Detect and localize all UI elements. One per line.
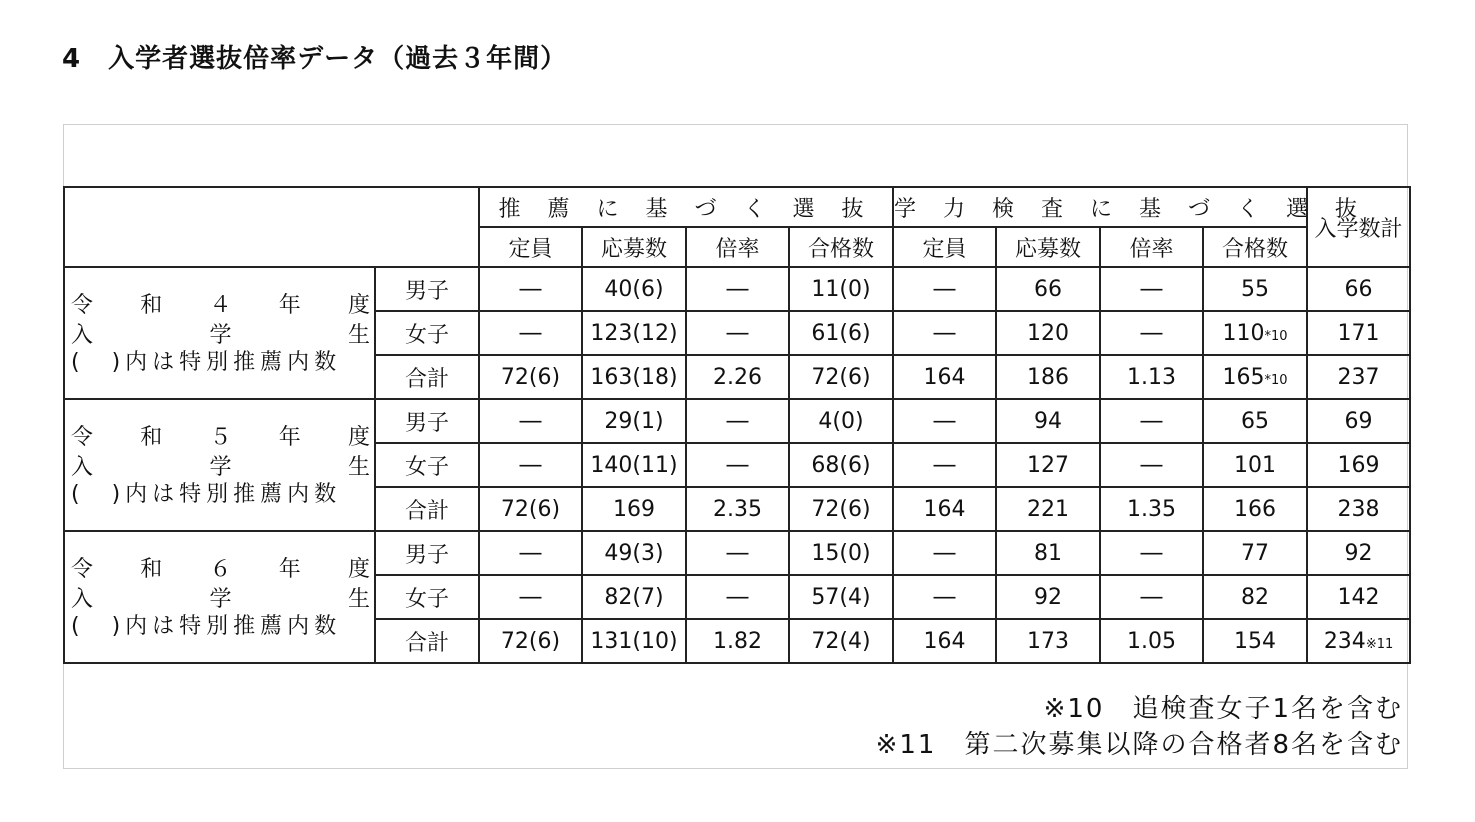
- cell-value: 164: [923, 496, 966, 522]
- table-cell: [1307, 531, 1410, 575]
- cell-value: ―: [1140, 540, 1163, 566]
- table-cell: [479, 443, 582, 487]
- year-char: 度: [347, 292, 370, 318]
- cell-value: 173: [1027, 628, 1070, 654]
- cell-value: 2.35: [713, 496, 762, 522]
- table-cell: [1203, 267, 1307, 311]
- year-label-cell: [64, 399, 375, 531]
- cell-value: 72(6): [500, 628, 561, 654]
- cell-value: 94: [1034, 408, 1063, 434]
- col-header: 応募数: [582, 227, 686, 267]
- cell-value: ―: [726, 584, 749, 610]
- row-label: 合計: [375, 619, 479, 663]
- cell-value: 163(18): [590, 364, 678, 390]
- table-cell: [893, 443, 996, 487]
- table-cell: [1307, 487, 1410, 531]
- table-cell: [789, 311, 893, 355]
- table-cell: [893, 355, 996, 399]
- year-label-cell: [64, 531, 375, 663]
- table-cell: [789, 531, 893, 575]
- year-label-cell: [64, 267, 375, 399]
- col-header: 倍率: [1100, 227, 1203, 267]
- table-cell: [996, 487, 1100, 531]
- table-row: [64, 531, 1410, 575]
- table-cell: [1307, 575, 1410, 619]
- table-cell: [582, 399, 686, 443]
- year-char: 和: [140, 556, 163, 582]
- cell-value: ―: [726, 276, 749, 302]
- table-cell: [1307, 311, 1410, 355]
- table-cell: [1203, 487, 1307, 531]
- table-cell: [479, 355, 582, 399]
- table-cell: [582, 487, 686, 531]
- table-cell: [893, 531, 996, 575]
- table-cell: [479, 311, 582, 355]
- year-char: 和: [140, 424, 163, 450]
- table-cell: [996, 355, 1100, 399]
- table-cell: [996, 575, 1100, 619]
- entry-char: 生: [347, 322, 370, 348]
- table-cell: [1100, 487, 1203, 531]
- year-char: 令: [71, 556, 94, 582]
- cell-value: 1.82: [713, 628, 762, 654]
- table-cell: [1100, 267, 1203, 311]
- table-row: [64, 399, 1410, 443]
- table-cell: [789, 355, 893, 399]
- cell-value: 1.13: [1127, 364, 1176, 390]
- table-cell: [1203, 399, 1307, 443]
- row-label: 女子: [375, 575, 479, 619]
- table-cell: [789, 443, 893, 487]
- table-cell: [686, 619, 789, 663]
- table-cell: [789, 487, 893, 531]
- table-cell: [686, 399, 789, 443]
- table-cell: [686, 575, 789, 619]
- table-cell: [893, 311, 996, 355]
- cell-value: 238: [1337, 496, 1380, 522]
- row-label: 女子: [375, 443, 479, 487]
- table-cell: [1100, 355, 1203, 399]
- cell-value: 142: [1337, 584, 1380, 610]
- table-cell: [479, 531, 582, 575]
- table-cell: [1203, 311, 1307, 355]
- table-cell: [582, 311, 686, 355]
- cell-value: 72(4): [811, 628, 871, 654]
- cell-value: 82(7): [604, 584, 664, 610]
- cell-value: ―: [933, 452, 956, 478]
- table-cell: [582, 531, 686, 575]
- cell-value: ―: [933, 584, 956, 610]
- year-char: 令: [71, 292, 94, 318]
- cell-value: 40(6): [604, 276, 664, 302]
- table-cell: [1203, 619, 1307, 663]
- cell-value: ―: [519, 584, 542, 610]
- table-cell: [1100, 443, 1203, 487]
- cell-value: 72(6): [500, 496, 561, 522]
- table-cell: [686, 267, 789, 311]
- table-cell: [1100, 619, 1203, 663]
- table-cell: [1307, 619, 1410, 663]
- row-label: 合計: [375, 355, 479, 399]
- col-header: 倍率: [686, 227, 789, 267]
- table-cell: [582, 619, 686, 663]
- row-label: 男子: [375, 267, 479, 311]
- cell-value: ―: [519, 408, 542, 434]
- cell-value: ―: [519, 540, 542, 566]
- entry-char: 学: [209, 322, 232, 348]
- table-cell: [1307, 355, 1410, 399]
- row-label: 女子: [375, 311, 479, 355]
- table-cell: [996, 531, 1100, 575]
- table-cell: [686, 443, 789, 487]
- cell-value: 1.35: [1127, 496, 1176, 522]
- cell-value: ―: [1140, 452, 1163, 478]
- cell-value: 154: [1234, 628, 1277, 654]
- cell-value: 72(6): [500, 364, 561, 390]
- cell-value: 81: [1034, 540, 1063, 566]
- page-title: 4 入学者選抜倍率データ（過去３年間）: [62, 44, 568, 74]
- year-char: 年: [278, 292, 301, 318]
- cell-value: ―: [726, 320, 749, 346]
- table-cell: [479, 575, 582, 619]
- cell-value: 57(4): [811, 584, 871, 610]
- col-header: 応募数: [996, 227, 1100, 267]
- corner-cell: [64, 187, 479, 267]
- cell-value: ―: [1140, 584, 1163, 610]
- cell-value: ―: [726, 408, 749, 434]
- table-cell: [1203, 575, 1307, 619]
- table-cell: [686, 355, 789, 399]
- cell-value: 77: [1241, 540, 1270, 566]
- cell-value: 4(0): [818, 408, 864, 434]
- year-char: 度: [347, 424, 370, 450]
- cell-value: ―: [933, 408, 956, 434]
- header-total: 入学数計: [1307, 187, 1410, 267]
- year-char: 年: [278, 556, 301, 582]
- cell-value: 164: [923, 628, 966, 654]
- cell-value: 165: [1222, 364, 1265, 390]
- cell-value: 15(0): [811, 540, 871, 566]
- cell-value: 2.26: [713, 364, 762, 390]
- cell-value: 166: [1234, 496, 1277, 522]
- col-header: 合格数: [789, 227, 893, 267]
- table-cell: [582, 267, 686, 311]
- year-char: ５: [209, 424, 232, 450]
- row-label: 男子: [375, 531, 479, 575]
- table-cell: [996, 267, 1100, 311]
- table-cell: [479, 619, 582, 663]
- table-cell: [893, 399, 996, 443]
- table-cell: [789, 575, 893, 619]
- special-note: ( )内は特別推薦内数: [71, 350, 342, 375]
- table-cell: [789, 619, 893, 663]
- cell-value: 29(1): [604, 408, 664, 434]
- cell-value: ―: [726, 452, 749, 478]
- footnote-10: ※10 追検査女子1名を含む: [1043, 694, 1403, 724]
- cell-value: ―: [933, 320, 956, 346]
- table-cell: [1100, 531, 1203, 575]
- cell-value: 1.05: [1127, 628, 1176, 654]
- cell-value: 123(12): [590, 320, 678, 346]
- cell-value: 49(3): [604, 540, 664, 566]
- year-char: 度: [347, 556, 370, 582]
- special-note: ( )内は特別推薦内数: [71, 482, 342, 507]
- cell-value: ―: [519, 276, 542, 302]
- cell-value: ―: [726, 540, 749, 566]
- table-cell: [996, 619, 1100, 663]
- header-gakuryoku: 学 力 検 査 に 基 づ く 選 抜: [893, 187, 1307, 227]
- table-cell: [893, 487, 996, 531]
- table-cell: [1307, 399, 1410, 443]
- cell-value: 82: [1241, 584, 1270, 610]
- table-cell: [789, 399, 893, 443]
- table-cell: [996, 399, 1100, 443]
- cell-value: 169: [613, 496, 655, 522]
- cell-value: ―: [933, 540, 956, 566]
- year-char: 年: [278, 424, 301, 450]
- table-cell: [479, 399, 582, 443]
- footnote-mark: ※11: [1365, 636, 1394, 652]
- cell-value: 169: [1337, 452, 1380, 478]
- table-cell: [996, 443, 1100, 487]
- table-cell: [1203, 443, 1307, 487]
- cell-value: 127: [1027, 452, 1070, 478]
- cell-value: 65: [1241, 408, 1270, 434]
- footnote-mark: *10: [1264, 372, 1288, 388]
- cell-value: 237: [1337, 364, 1380, 390]
- col-header: 合格数: [1203, 227, 1307, 267]
- table-cell: [1100, 575, 1203, 619]
- cell-value: 92: [1344, 540, 1373, 566]
- cell-value: 72(6): [811, 364, 871, 390]
- table-cell: [996, 311, 1100, 355]
- year-char: 和: [140, 292, 163, 318]
- cell-value: 66: [1034, 276, 1063, 302]
- cell-value: 110: [1222, 320, 1265, 346]
- cell-value: 11(0): [811, 276, 871, 302]
- cell-value: 221: [1027, 496, 1070, 522]
- entry-char: 学: [209, 454, 232, 480]
- table-cell: [1100, 311, 1203, 355]
- row-label: 男子: [375, 399, 479, 443]
- entry-char: 入: [71, 322, 94, 348]
- cell-value: 69: [1344, 408, 1373, 434]
- table-cell: [686, 311, 789, 355]
- cell-value: 55: [1241, 276, 1270, 302]
- entry-char: 入: [71, 586, 94, 612]
- cell-value: 61(6): [811, 320, 871, 346]
- footnote-mark: *10: [1264, 328, 1288, 344]
- cell-value: 66: [1344, 276, 1373, 302]
- year-char: 令: [71, 424, 94, 450]
- table-cell: [1307, 267, 1410, 311]
- entry-char: 入: [71, 454, 94, 480]
- entry-char: 生: [347, 454, 370, 480]
- cell-value: 92: [1034, 584, 1063, 610]
- cell-value: ―: [519, 452, 542, 478]
- table-cell: [479, 487, 582, 531]
- special-note: ( )内は特別推薦内数: [71, 614, 342, 639]
- cell-value: 140(11): [590, 452, 678, 478]
- cell-value: 131(10): [590, 628, 678, 654]
- cell-value: ―: [933, 276, 956, 302]
- cell-value: 68(6): [811, 452, 871, 478]
- cell-value: ―: [1140, 276, 1163, 302]
- cell-value: ―: [1140, 408, 1163, 434]
- table-cell: [1203, 531, 1307, 575]
- table-cell: [1100, 399, 1203, 443]
- table-cell: [582, 443, 686, 487]
- cell-value: 72(6): [811, 496, 871, 522]
- cell-value: 164: [923, 364, 966, 390]
- table-row: [64, 267, 1410, 311]
- row-label: 合計: [375, 487, 479, 531]
- col-header: 定員: [893, 227, 996, 267]
- cell-value: 171: [1337, 320, 1380, 346]
- col-header: 定員: [479, 227, 582, 267]
- cell-value: ―: [1140, 320, 1163, 346]
- cell-value: 234: [1323, 628, 1366, 654]
- table-cell: [1203, 355, 1307, 399]
- year-char: ６: [209, 556, 232, 582]
- table-cell: [686, 487, 789, 531]
- cell-value: ―: [519, 320, 542, 346]
- cell-value: 101: [1234, 452, 1277, 478]
- table-cell: [893, 267, 996, 311]
- year-char: ４: [209, 292, 232, 318]
- table-cell: [893, 619, 996, 663]
- table-cell: [479, 267, 582, 311]
- table-cell: [582, 575, 686, 619]
- footnote-11: ※11 第二次募集以降の合格者8名を含む: [875, 730, 1403, 760]
- table-cell: [582, 355, 686, 399]
- table-cell: [686, 531, 789, 575]
- table-cell: [789, 267, 893, 311]
- cell-value: 186: [1027, 364, 1070, 390]
- table-cell: [893, 575, 996, 619]
- entry-char: 学: [209, 586, 232, 612]
- table-cell: [1307, 443, 1410, 487]
- cell-value: 120: [1027, 320, 1070, 346]
- entry-char: 生: [347, 586, 370, 612]
- selection-rate-table: [63, 186, 1411, 664]
- header-suisen: 推 薦 に 基 づ く 選 抜: [479, 187, 893, 227]
